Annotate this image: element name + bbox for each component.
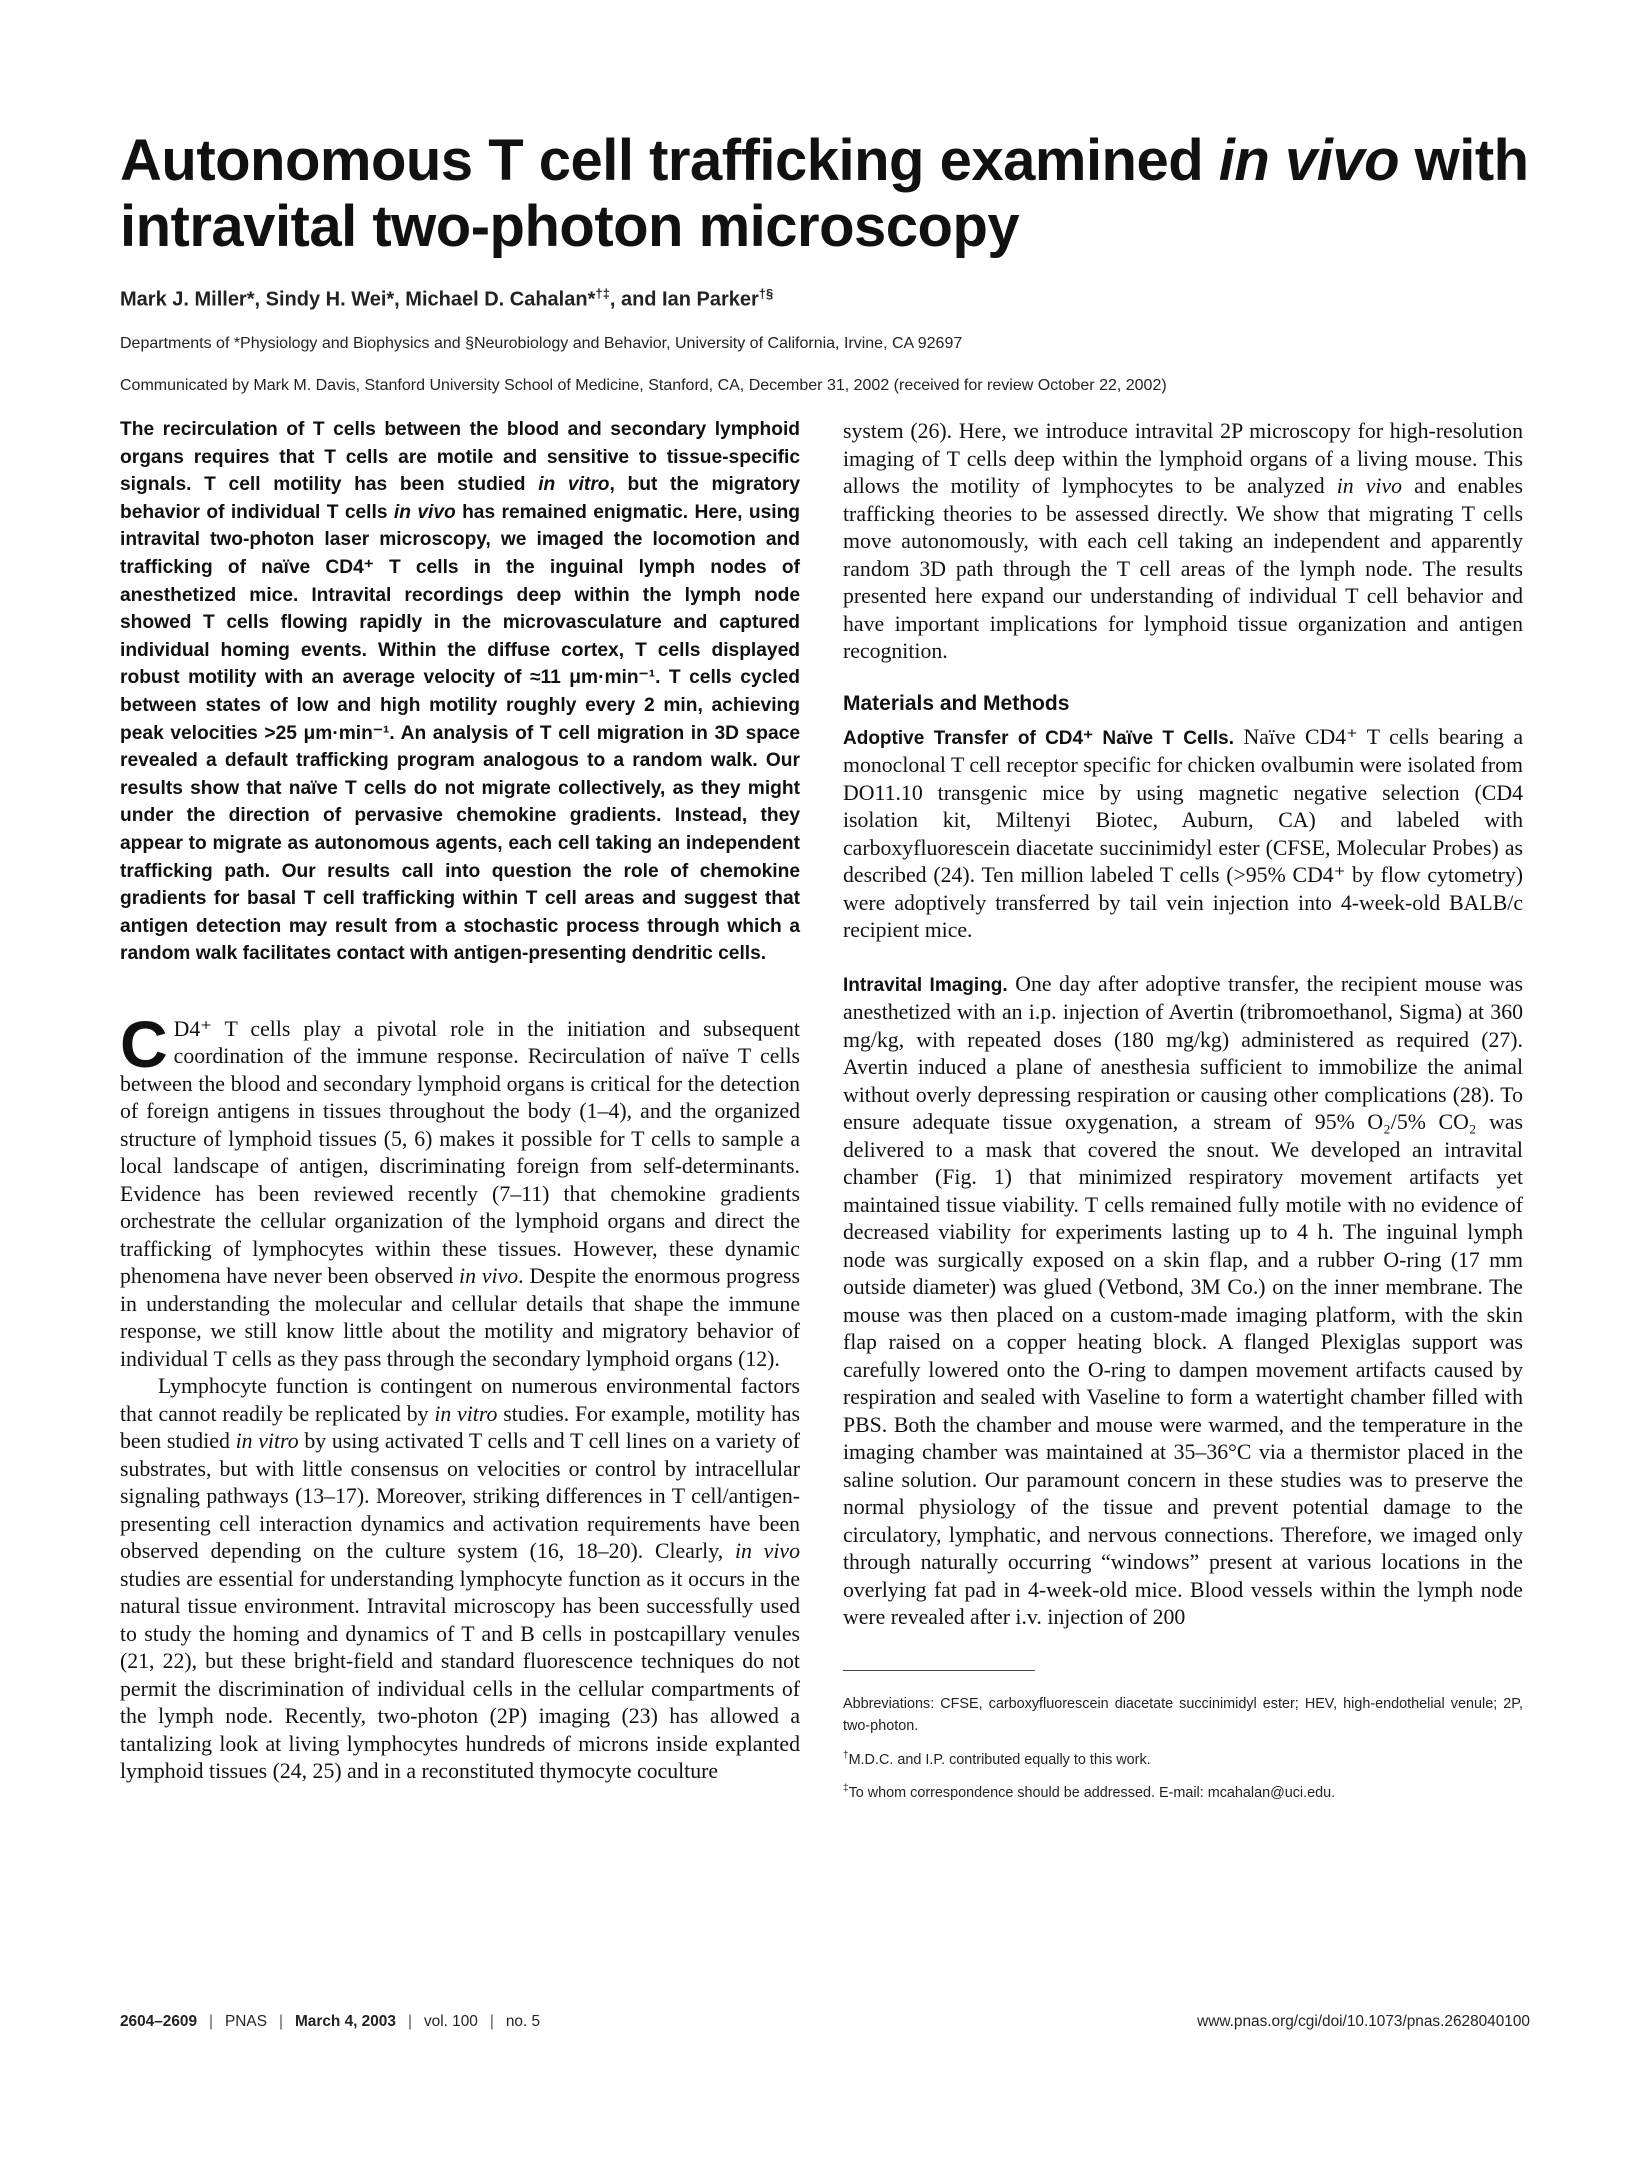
footnote-divider (843, 1670, 1035, 1671)
intro-paragraph-continued: system (26). Here, we introduce intravital 2P microscopy for high-resolution imaging of T cells deep within the lymphoid organs of a living mouse. This allows the motility of lymphocytes to be analyzed in vivo and enables trafficking theories to be assessed directly. We show that migrating T cells move autonomously, with each cell taking an independent and apparently random 3D path through the T cell areas of the lymph node. The results presented here expand our understanding of individual T cell behavior and have important implications for lymphoid tissue organization and antigen recognition. (843, 419, 1524, 663)
subsection-heading: Adoptive Transfer of CD4⁺ Naïve T Cells. (843, 727, 1234, 749)
author-list (120, 280, 1540, 314)
title-text-end: with intravital two-photon microscopy (120, 128, 1529, 259)
abstract: The recirculation of T cells between the blood and secondary lymphoid organs requires that T cells are motile and sensitive to tissue-specific signals. T cell motility has been studied in vitro, but the migratory behavior of individual T cells in vivo has remained enigmatic. Here, using intravital two-photon laser microscopy, we imaged the locomotion and trafficking of naïve CD4⁺ T cells in the inguinal lymph nodes of anesthetized mice. Intravital recordings deep within the lymph node showed T cells flowing rapidly in the microvasculature and captured individual homing events. Within the diffuse cortex, T cells displayed robust motility with an average velocity of ≈11 μm·min⁻¹. T cells cycled between states of low and high motility roughly every 2 min, achieving peak velocities >25 μm·min⁻¹. An analysis of T cell migration in 3D space revealed a default trafficking program analogous to a random walk. Our results show that naïve T cells do not migrate collectively, as they might under the direction of pervasive chemokine gradients. Instead, they appear to migrate as autonomous agents, each cell taking an independent trafficking path. Our results call into question the role of chemokine gradients for basal T cell trafficking within T cell areas and suggest that antigen detection may result from a stochastic process through which a random walk facilitates contact with antigen-presenting dendritic cells. (120, 419, 801, 965)
title-text: Autonomous T cell trafficking examined (120, 128, 1219, 193)
doi-link[interactable]: www.pnas.org/cgi/doi/10.1073/pnas.2628040100 (1197, 2013, 1530, 2030)
article-title (120, 128, 1540, 260)
journal-name: PNAS (225, 2013, 267, 2030)
affiliation: Departments of *Physiology and Biophysics and §Neurobiology and Behavior, University of California, Irvine, CA 92697 (120, 335, 963, 352)
communicated-line: Communicated by Mark M. Davis, Stanford University School of Medicine, Stanford, CA, December 31, 2002 (received for review October 22, 2002) (120, 377, 1167, 394)
issue: no. 5 (505, 2013, 541, 2030)
methods-paragraph-adoptive-transfer: Adoptive Transfer of CD4⁺ Naïve T Cells. Naïve CD4⁺ T cells bearing a monoclonal T cell receptor specific for chicken ovalbumin were isolated from DO11.10 transgenic mice by using magnetic negative selection (CD4 isolation kit, Miltenyi Biotec, Auburn, CA) and labeled with carboxyfluorescein diacetate succinimidyl ester (CFSE, Molecular Probes) as described (24). Ten million labeled T cells (>95% CD4⁺ by flow cytometry) were adoptively transferred by tail vein injection into 4-week-old BALB/c recipient mice. (843, 724, 1523, 942)
section-heading-methods: Materials and Methods (843, 691, 1070, 715)
intro-paragraph: Lymphocyte function is contingent on numerous environmental factors that cannot readily be replicated by in vitro studies. For example, motility has been studied in vitro by using activated T cells and T cell lines on a variety of substrates, but with little consensus on velocities or control by intracellular signaling pathways (13–17). Moreover, striking differences in T cell/antigen-presenting cell interaction dynamics and activation requirements have been observed depending on the culture system (16, 18–20). Clearly, in vivo studies are essential for understanding lymphocyte function as it occurs in the natural tissue environment. Intravital microscopy has been successfully used to study the homing and dynamics of T and B cells in postcapillary venules (21, 22), but these bright-field and standard fluorescence techniques do not permit the discrimination of individual cells in the cellular compartments of the lymph node. Recently, two-photon (2P) imaging (23) has allowed a tantalizing look at living lymphocytes hundreds of microns inside explanted lymphoid tissues (24, 25) and in a reconstituted thymocyte coculture (120, 1374, 801, 1784)
author-name: , and Ian Parker (609, 288, 759, 311)
intro-paragraph: C D4⁺ T cells play a pivotal role in the initiation and subsequent coordination of the immune response. Recirculation of naïve T cells between the blood and secondary lymphoid organs is critical for the detection of foreign antigens in tissues throughout the body (1–4), and the organized structure of lymphoid tissues (5, 6) makes it possible for T cells to sample a local landscape of antigen, discriminating foreign from self-determinants. Evidence has been reviewed recently (7–11) that chemokine gradients orchestrate the cellular organization of the lymphoid organs and direct the trafficking of lymphocytes within these tissues. However, these dynamic phenomena have never been observed in vivo. Despite the enormous progress in understanding the molecular and cellular details that shape the immune response, we still know little about the motility and migratory behavior of individual T cells as they pass through the secondary lymphoid organs (12). (120, 1006, 800, 1371)
footnote-correspondence: ‡To whom correspondence should be addressed. E-mail: mcahalan@uci.edu. (843, 1783, 1336, 1802)
title-italic-text: in vivo (1218, 128, 1400, 193)
right-column (843, 418, 1523, 1812)
author-footnote-mark: †§ (758, 286, 774, 301)
citation-info: 2604–2609 | PNAS | March 4, 2003 | vol. 100 | no. 5 (120, 2013, 541, 2030)
publication-date: March 4, 2003 (294, 2013, 396, 2030)
volume: vol. 100 (423, 2013, 478, 2030)
author-name: Michael D. Cahalan* (405, 288, 596, 311)
footnote-abbreviations: Abbreviations: CFSE, carboxyfluorescein diacetate succinimidyl ester; HEV, high-endothelial venule; 2P, two-photon. (843, 1695, 1523, 1734)
subsection-heading: Intravital Imaging. (843, 974, 1008, 996)
author-footnote-mark: †‡ (595, 286, 610, 301)
author-name: Mark J. Miller*, (120, 288, 266, 311)
footnote-equal-contribution: †M.D.C. and I.P. contributed equally to this work. (843, 1749, 1151, 1768)
page-footer (120, 2013, 1530, 2037)
methods-paragraph-intravital-imaging: Intravital Imaging. One day after adoptive transfer, the recipient mouse was anesthetized with an i.p. injection of Avertin (tribromoethanol, Sigma) at 360 mg/kg, with repeated doses (180 mg/kg) administered as required (27). Avertin induced a plane of anesthesia sufficient to immobilize the animal without overly depressing respiration or causing other complications (28). To ensure adequate tissue oxygenation, a stream of 95% O₂/5% CO₂ was delivered to a mask that covered the snout. We developed an intravital chamber (Fig. 1) that minimized respiratory movement artifacts yet maintained tissue viability. T cells remained fully motile with no evidence of decreased viability for experiments lasting up to 4 h. The inguinal lymph node was surgically exposed on a skin flap, and a rubber O-ring (17 mm outside diameter) was glued (Vetbond, 3M Co.) on the inner membrane. The mouse was then placed on a custom-made imaging platform, with the skin flap raised on a copper heating block. A flanged Plexiglas support was carefully lowered onto the O-ring to dampen movement artifacts caused by respiration and sealed with Vaseline to form a watertight chamber filled with PBS. Both the chamber and mouse were warmed, and the temperature in the imaging chamber was maintained at 35–36°C via a thermistor placed in the saline solution. Our paramount concern in these studies was to preserve the normal physiology of the tissue and prevent potential damage to the circulatory, lymphatic, and nervous connections. Therefore, we imaged only through naturally occurring “windows” present at various locations in the overlying fat pad in 4-week-old mice. Blood vessels within the lymph node were revealed after i.v. injection of 200 (843, 971, 1523, 1629)
left-column (120, 416, 800, 1786)
author-name: Sindy H. Wei*, (265, 288, 406, 311)
page-range: 2604–2609 (120, 2013, 198, 2030)
drop-cap: C (120, 1006, 168, 1081)
